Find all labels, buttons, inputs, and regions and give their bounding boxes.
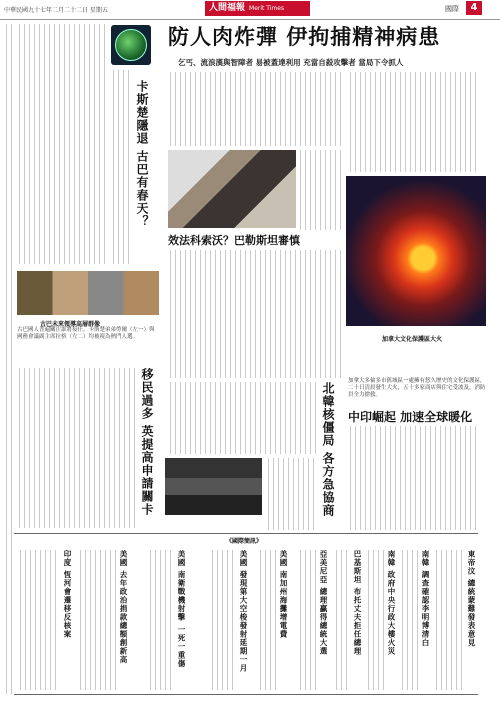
brief-body-3: [366, 550, 384, 690]
korea-article-body-2: [266, 458, 316, 530]
climate-headline: 中印崛起 加速全球暖化: [348, 410, 473, 424]
cuban-leaders-photo: [17, 271, 159, 315]
lead-subheadline: 乞丐、流浪漢與智障者 易被蓋達利用 充當自殺攻擊者 當局下令抓人: [178, 58, 404, 67]
briefs-bottom-rule: [14, 694, 478, 695]
migrants-article-body: [17, 368, 135, 528]
logo-text: 人間福報: [209, 3, 246, 13]
palestine-photo: [168, 150, 296, 228]
issue-date: 中華民國九十七年二月二十二日 星期五: [4, 7, 108, 14]
brief-body-7: [210, 550, 236, 690]
palestine-caption-text: [298, 150, 342, 230]
lead-article-body-2: [348, 72, 480, 172]
brief-body-4: [334, 550, 350, 690]
brief-body-9: [78, 550, 116, 690]
brief-headline-3: 南韓 政府中央行政大樓火災: [387, 550, 396, 656]
brief-body-2: [434, 550, 464, 690]
brief-headline-4: 巴基斯坦 布托丈夫拒任總理: [353, 550, 362, 656]
section-name: 國際: [445, 5, 459, 13]
brief-headline-9: 美國 去年政治捐款總額創新高: [119, 550, 128, 665]
world-globe-icon: [111, 25, 151, 65]
brief-headline-5: 亞美尼亞 總理贏得總統大選: [319, 550, 328, 656]
brief-body-10: [18, 550, 60, 690]
brief-headline-1: 南韓 調查確認李明博清白: [421, 550, 430, 648]
brief-body-1: [400, 550, 418, 690]
logo-subtitle: Merit Times: [249, 5, 285, 12]
cuban-leaders-caption-title: 古巴未來領導高層群像: [40, 321, 101, 328]
lead-article-body: [168, 72, 344, 146]
brief-body-6: [258, 550, 276, 690]
brief-headline-2: 東帝汶 總統蒙難發表意見: [467, 550, 476, 648]
korea-article-body: [168, 382, 318, 454]
cuban-leaders-caption: 古巴國人普遍關注誰將接任，卡斯楚弟弟勞爾（左一）與國務會議副主席拉格（左二）均被視為熱門人選。: [17, 327, 155, 340]
brief-headline-8: 美國 南衛戰機射擊 一死一重傷: [177, 550, 186, 668]
briefs-section-title: 《國際簡訊》: [225, 538, 262, 545]
left-margin-text: [4, 24, 14, 694]
castro-article-body-2: [111, 70, 133, 264]
page-number: 4: [466, 1, 482, 15]
palestine-article-body: [168, 250, 344, 378]
masthead-logo: [205, 1, 310, 16]
lead-headline: 防人肉炸彈 伊拘捕精神病患: [168, 24, 441, 49]
climate-article-body: [348, 426, 480, 530]
migrants-headline: 移民過多 英提高申請關卡: [140, 368, 154, 517]
brief-headline-7: 美國 發現第大空梭發射延期一月: [239, 550, 248, 673]
brief-headline-6: 美國 南加州海攤增電費: [279, 550, 288, 639]
briefs-top-rule: [14, 533, 478, 534]
castro-headline: 卡斯楚隱退 古巴有春天？: [135, 80, 149, 229]
fire-caption-title: 加拿大文化保護區大火: [382, 336, 443, 343]
korea-headline: 北韓核僵局 各方急協商: [321, 382, 335, 518]
toronto-fire-photo: [346, 176, 486, 326]
brief-body-8: [148, 550, 174, 690]
castro-article-body: [17, 24, 107, 264]
fire-caption: 加拿大多倫多市舊城區一處擁有悠久歷史的文化保護區，二十日清晨發生大火，五十多家商店與住宅受波及，消防員全力搶救。: [348, 378, 486, 398]
brief-headline-10: 印度 恆河會遷移反核案: [63, 550, 72, 639]
palestine-headline: 效法科索沃？巴勒斯坦審慎: [168, 234, 300, 247]
korea-reactor-photo: [165, 458, 262, 515]
brief-body-5: [298, 550, 316, 690]
